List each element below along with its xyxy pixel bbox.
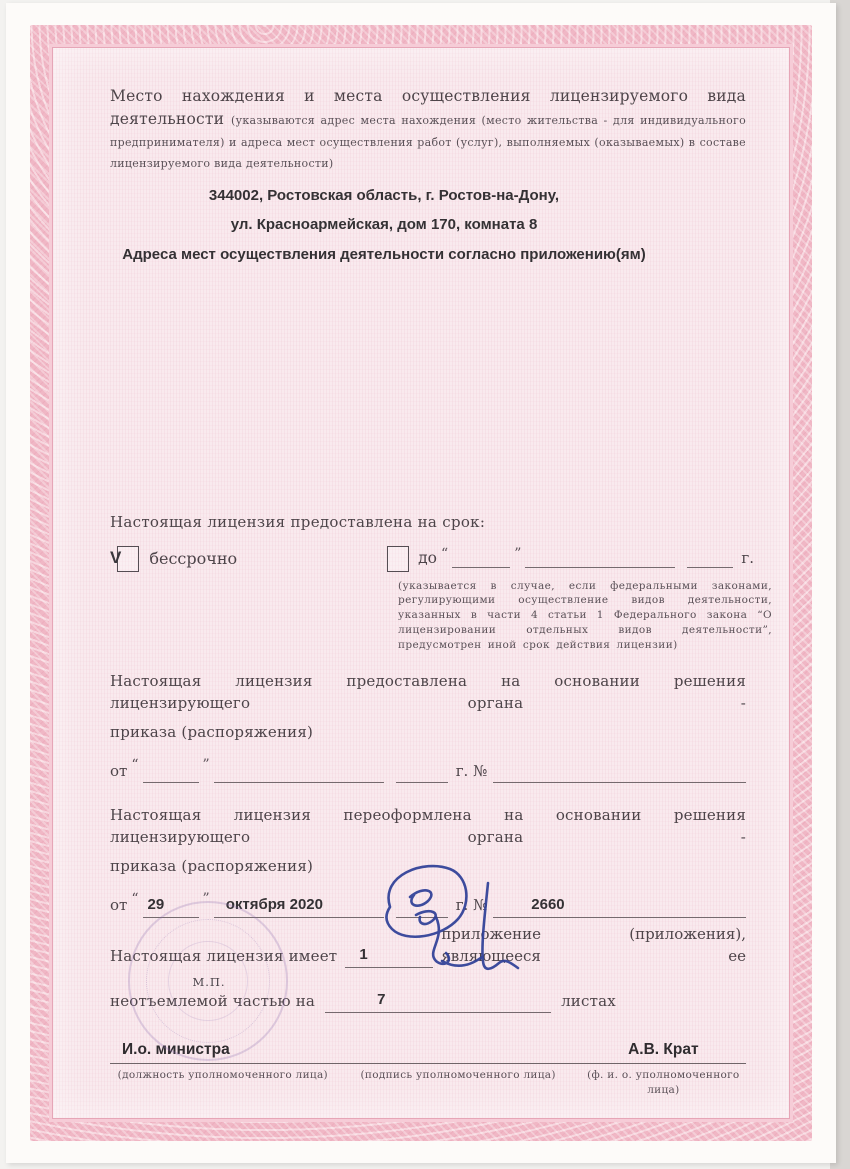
address-line-1: 344002, Ростовская область, г. Ростов-на-Дону, bbox=[208, 187, 560, 204]
address-block bbox=[110, 181, 658, 269]
name-caption: (ф. и. о. уполномоченного лица) bbox=[587, 1068, 740, 1096]
sheets-count-value: 7 bbox=[377, 990, 386, 1008]
quote-close: ” bbox=[202, 891, 210, 908]
signature-sign-column bbox=[336, 1039, 581, 1098]
checkmark: V bbox=[110, 548, 122, 568]
location-clause bbox=[110, 85, 746, 174]
signer-name: А.В. Крат bbox=[581, 1039, 746, 1064]
stamp-place-label: М.П. bbox=[192, 975, 226, 989]
granted-date-row bbox=[110, 757, 746, 783]
signature-scribble-icon bbox=[362, 855, 572, 1025]
blank-until-year bbox=[687, 550, 733, 568]
quote-open: “ bbox=[131, 756, 139, 773]
blank-granted-number bbox=[493, 765, 746, 783]
signature-name-column bbox=[581, 1039, 746, 1098]
term-unlimited-label: бессрочно bbox=[149, 548, 238, 568]
license-document-page bbox=[6, 3, 836, 1163]
blank-granted-year bbox=[396, 765, 448, 783]
address-line-2: ул. Красноармейская, дом 170, комната 8 bbox=[230, 216, 538, 234]
reissued-clause-line2: приказа (распоряжения) bbox=[110, 856, 314, 875]
term-heading: Настоящая лицензия предоставлена на срок: bbox=[110, 512, 486, 531]
reissued-day-value: 29 bbox=[147, 895, 165, 913]
term-until-suffix: г. bbox=[741, 548, 754, 567]
attachments-line1-before: Настоящая лицензия имеет bbox=[110, 946, 338, 965]
granted-clause-line2: приказа (распоряжения) bbox=[110, 722, 314, 741]
signature-line bbox=[336, 1039, 581, 1064]
term-option-unlimited bbox=[110, 546, 237, 572]
checkbox-until-icon bbox=[387, 546, 409, 572]
blank-granted-month bbox=[214, 765, 384, 783]
reissued-from-label: от bbox=[110, 895, 128, 914]
granted-number-label: г. № bbox=[455, 761, 488, 780]
attachments-line2-after: листах bbox=[561, 991, 616, 1010]
granted-from-label: от bbox=[110, 761, 128, 780]
location-clause-note: (указываются адрес места нахождения (место жительства - для индивидуального предпринимателя) и адреса мест осуществления работ (услуг), выполняемых (оказываемых) в составе лицензируемого вида деятельности) bbox=[110, 113, 746, 171]
term-fine-print: (указывается в случае, если федеральными законами, регулирующими осуществление видов деятельности, указанных в части 4 статьи 1 Федерального закона “О лицензировании отдельных видов деятельности”, предусмотрен иной срок действия лицензии) bbox=[398, 579, 772, 652]
blank-until-month bbox=[525, 550, 675, 568]
signature-caption: (подпись уполномоченного лица) bbox=[360, 1068, 556, 1081]
position-caption: (должность уполномоченного лица) bbox=[117, 1068, 328, 1081]
attachments-line1-after: приложение (приложения), являющееся ее bbox=[441, 925, 746, 965]
attachments-line2-before: неотъемлемой частью на bbox=[110, 991, 316, 1010]
quote-open: “ bbox=[441, 546, 449, 563]
quote-close: ” bbox=[514, 546, 522, 563]
term-option-until bbox=[387, 546, 754, 572]
blank-granted-day bbox=[143, 765, 199, 783]
address-line-3: Адреса мест осуществления деятельности согласно приложению(ям) bbox=[122, 245, 646, 263]
term-options bbox=[110, 546, 754, 572]
reissued-clause-line1: Настоящая лицензия переоформлена на основании решения лицензирующего органа - bbox=[110, 806, 746, 847]
reissued-month-value: октября 2020 bbox=[225, 895, 323, 913]
signer-position: И.о. министра bbox=[110, 1039, 336, 1064]
quote-open: “ bbox=[131, 891, 139, 908]
blank-until-day bbox=[452, 550, 510, 568]
location-clause-lead: Место нахождения и места осуществления лицензируемого вида деятельности bbox=[110, 87, 746, 128]
reissued-number-value: 2660 bbox=[531, 895, 565, 913]
attachments-count-value: 1 bbox=[359, 945, 368, 963]
quote-close: ” bbox=[202, 756, 210, 773]
reissued-number-label: г. № bbox=[455, 895, 488, 914]
granted-clause-line1: Настоящая лицензия предоставлена на основании решения лицензирующего органа - bbox=[110, 672, 746, 712]
term-until-label: до bbox=[418, 549, 438, 568]
